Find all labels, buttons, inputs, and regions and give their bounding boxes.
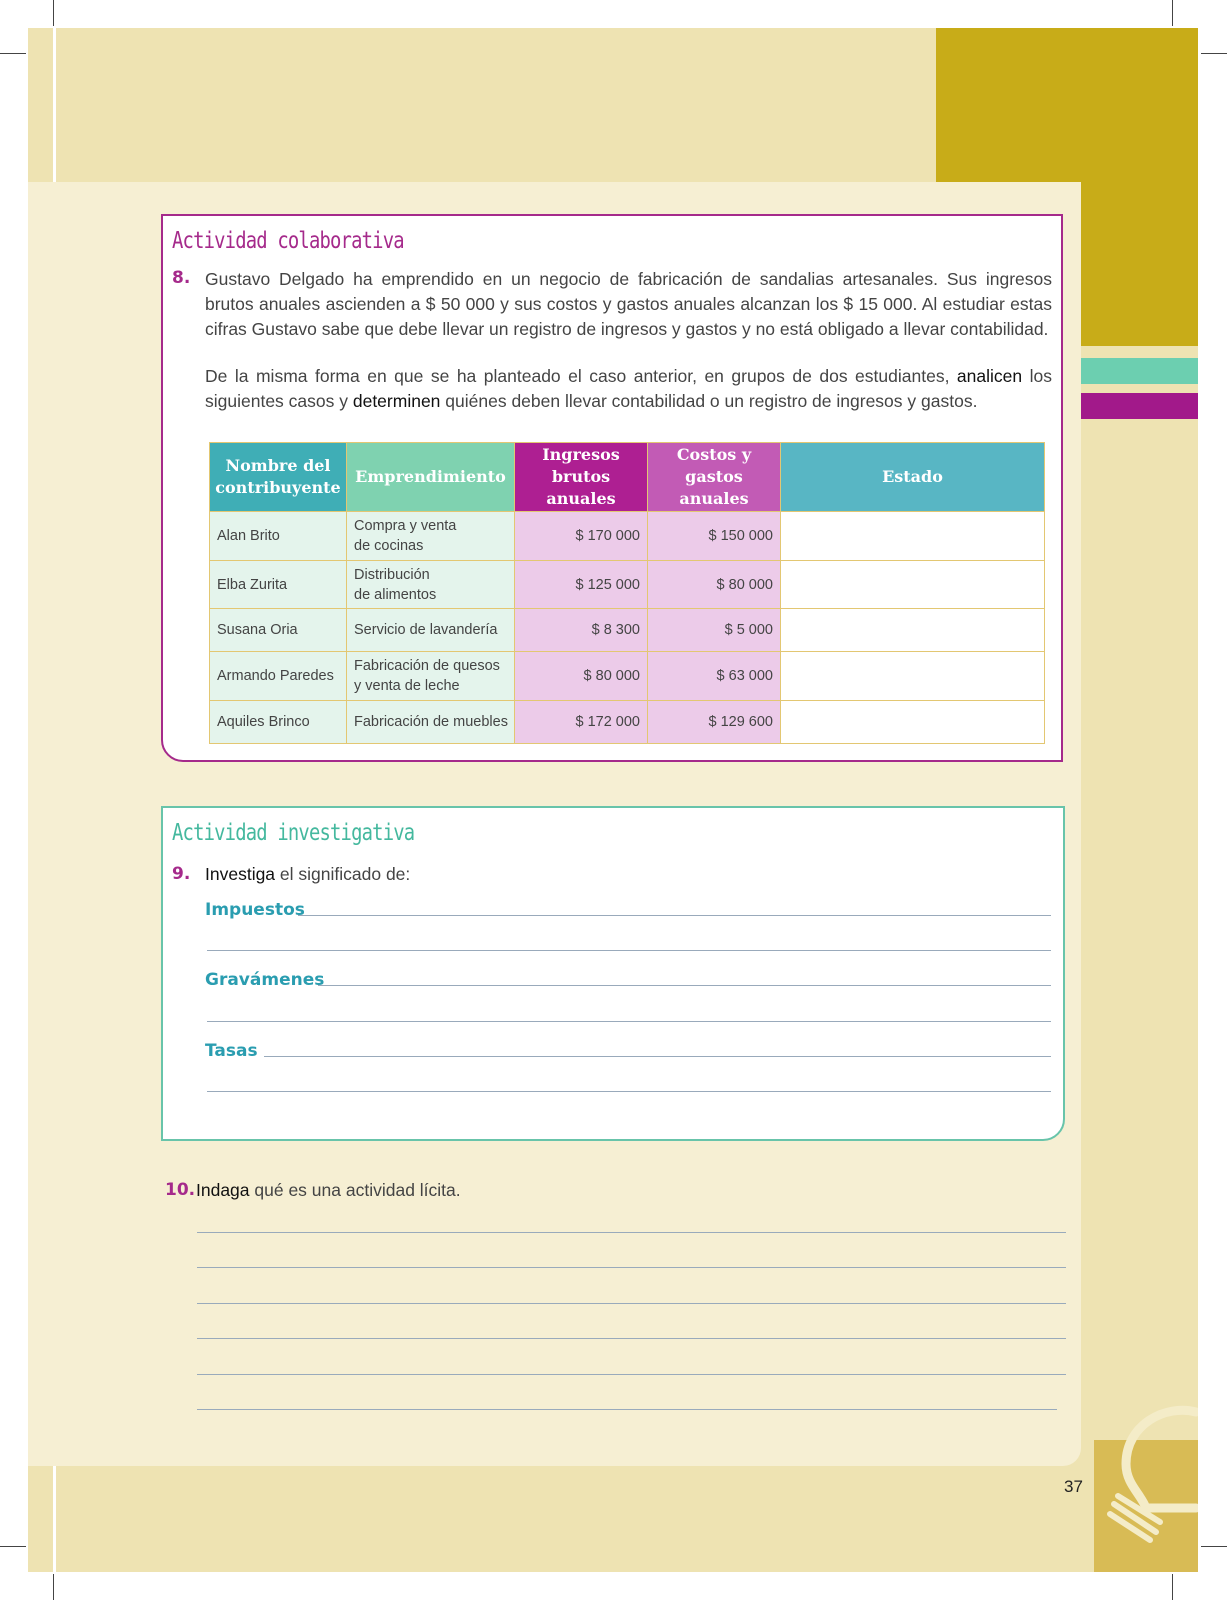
- header-ingresos: Ingresos brutos anuales: [515, 443, 648, 512]
- question-8-paragraph: Gustavo Delgado ha emprendido en un negocio de fabricación de sandalias artesanales. Sus ingresos brutos anuales ascienden a $ 50 000 y sus costos y gastos anuales alcanzan los $ 15 000. Al estudiar estas cifras Gustavo sabe que debe llevar un registro de ingresos y gastos y no está obligado a llevar contabilidad.: [205, 269, 1052, 339]
- question-8-instructions: De la misma forma en que se ha planteado el caso anterior, en grupos de dos estudiantes, analicen los siguientes casos y determinen quiénes deben llevar contabilidad o un registro de ingresos y gastos.: [205, 366, 1052, 411]
- table-row: [210, 701, 1045, 744]
- collaborative-activity-title: Actividad colaborativa: [172, 228, 404, 254]
- header-nombre: Nombre del contribuyente: [210, 443, 347, 512]
- cell-emprendimiento: Servicio de lavandería: [347, 609, 515, 652]
- cell-emprendimiento: Fabricación de quesos y venta de leche: [347, 652, 515, 701]
- term-gravamenes: Gravámenes: [205, 970, 325, 990]
- teal-accent-strip: [1081, 358, 1198, 384]
- cell-estado-input[interactable]: [781, 609, 1045, 652]
- answer-line[interactable]: [207, 1021, 1051, 1022]
- crop-mark: [0, 1546, 26, 1547]
- indaga-keyword: Indaga: [196, 1180, 250, 1200]
- margin-line-bottom: [53, 1466, 56, 1572]
- cell-costos: $ 63 000: [648, 652, 781, 701]
- question-10-text: Indaga qué es una actividad lícita.: [196, 1180, 461, 1200]
- cell-nombre: Alan Brito: [210, 512, 347, 561]
- crop-mark: [0, 53, 26, 54]
- cell-costos: $ 5 000: [648, 609, 781, 652]
- crop-mark: [53, 0, 54, 26]
- lightbulb-icon: [1096, 1404, 1198, 1544]
- cell-nombre: Susana Oria: [210, 609, 347, 652]
- answer-line[interactable]: [197, 1232, 1066, 1233]
- answer-line[interactable]: [197, 1303, 1066, 1304]
- answer-line-tasas[interactable]: [264, 1056, 1051, 1057]
- cell-ingresos: $ 125 000: [515, 561, 648, 609]
- answer-line[interactable]: [197, 1338, 1066, 1339]
- crop-mark: [1172, 1574, 1173, 1600]
- header-costos: Costos y gastos anuales: [648, 443, 781, 512]
- crop-mark: [53, 1574, 54, 1600]
- determinen-keyword: determinen: [352, 391, 441, 411]
- cell-nombre: Elba Zurita: [210, 561, 347, 609]
- crop-mark: [1201, 1546, 1227, 1547]
- cell-estado-input[interactable]: [781, 701, 1045, 744]
- question-number-8: 8.: [172, 268, 191, 288]
- cell-ingresos: $ 172 000: [515, 701, 648, 744]
- term-tasas: Tasas: [205, 1041, 258, 1061]
- question-9-text: Investiga el significado de:: [205, 864, 411, 884]
- answer-line-gravamenes[interactable]: [318, 985, 1051, 986]
- term-impuestos: Impuestos: [205, 900, 305, 920]
- table-header-row: [210, 443, 1045, 512]
- cell-costos: $ 129 600: [648, 701, 781, 744]
- table-row: [210, 512, 1045, 561]
- header-estado: Estado: [781, 443, 1045, 512]
- cell-emprendimiento: Compra y venta de cocinas: [347, 512, 515, 561]
- answer-line-impuestos[interactable]: [298, 915, 1051, 916]
- table-row: [210, 652, 1045, 701]
- crop-mark: [1172, 0, 1173, 26]
- crop-mark: [1201, 53, 1227, 54]
- question-number-10: 10.: [165, 1180, 196, 1200]
- cell-ingresos: $ 8 300: [515, 609, 648, 652]
- answer-line[interactable]: [197, 1409, 1057, 1410]
- cell-costos: $ 150 000: [648, 512, 781, 561]
- cell-nombre: Armando Paredes: [210, 652, 347, 701]
- page-number: 37: [1064, 1477, 1083, 1496]
- answer-line[interactable]: [207, 950, 1051, 951]
- cell-emprendimiento: Fabricación de muebles: [347, 701, 515, 744]
- answer-line[interactable]: [207, 1091, 1051, 1092]
- research-activity-title: Actividad investigativa: [172, 820, 415, 846]
- answer-line[interactable]: [197, 1267, 1066, 1268]
- cell-nombre: Aquiles Brinco: [210, 701, 347, 744]
- investiga-keyword: Investiga: [205, 864, 276, 884]
- question-number-9: 9.: [172, 864, 191, 884]
- taxpayer-table: [209, 442, 1045, 744]
- header-emprendimiento: Emprendimiento: [347, 443, 515, 512]
- table-row: [210, 561, 1045, 609]
- cell-estado-input[interactable]: [781, 652, 1045, 701]
- cell-emprendimiento: Distribución de alimentos: [347, 561, 515, 609]
- cell-estado-input[interactable]: [781, 512, 1045, 561]
- margin-line-top: [53, 28, 56, 182]
- cell-estado-input[interactable]: [781, 561, 1045, 609]
- table-row: [210, 609, 1045, 652]
- cell-ingresos: $ 170 000: [515, 512, 648, 561]
- answer-line[interactable]: [197, 1374, 1066, 1375]
- magenta-accent-strip: [1081, 393, 1198, 419]
- cell-costos: $ 80 000: [648, 561, 781, 609]
- cell-ingresos: $ 80 000: [515, 652, 648, 701]
- analicen-keyword: analicen: [956, 366, 1023, 386]
